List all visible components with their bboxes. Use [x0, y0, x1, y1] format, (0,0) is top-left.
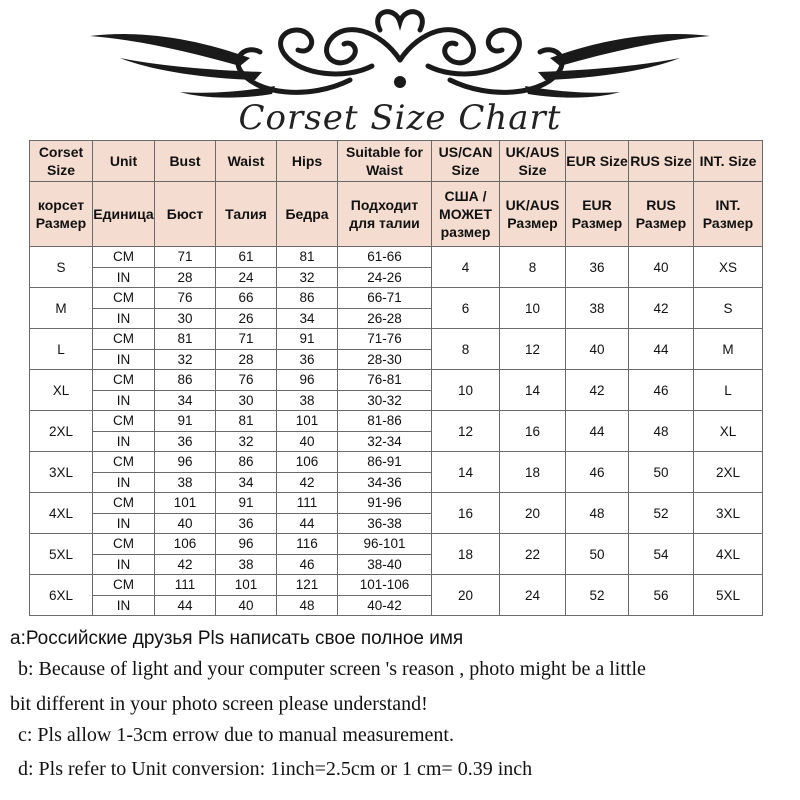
table-row	[30, 329, 763, 350]
measure-cell: 96-101	[338, 534, 432, 555]
measure-cell: 66	[216, 288, 277, 309]
int-size-cell: L	[694, 370, 763, 411]
unit-cell: CM	[93, 370, 155, 391]
size-chart-table	[29, 140, 763, 616]
eur-size-cell: 44	[566, 411, 629, 452]
measure-cell: 36-38	[338, 513, 432, 534]
measure-cell: 111	[277, 493, 338, 514]
measure-cell: 91	[216, 493, 277, 514]
note-b-continued: bit different in your photo screen please understand!	[10, 693, 428, 715]
us-size-cell: 8	[432, 329, 500, 370]
chart-title: Corset Size Chart	[238, 98, 562, 138]
table-row	[30, 288, 763, 309]
measure-cell: 34	[155, 390, 216, 411]
rus-size-cell: 48	[629, 411, 694, 452]
measure-cell: 96	[216, 534, 277, 555]
size-cell: 4XL	[30, 493, 93, 534]
measure-cell: 40	[277, 431, 338, 452]
measure-cell: 91-96	[338, 493, 432, 514]
measure-cell: 71	[155, 247, 216, 268]
measure-cell: 36	[155, 431, 216, 452]
measure-cell: 28	[216, 349, 277, 370]
measure-cell: 40	[216, 595, 277, 616]
measure-cell: 38-40	[338, 554, 432, 575]
table-row	[30, 534, 763, 555]
measure-cell: 61	[216, 247, 277, 268]
header-cell: EUR Size	[566, 141, 629, 182]
eur-size-cell: 42	[566, 370, 629, 411]
uk-size-cell: 10	[500, 288, 566, 329]
int-size-cell: 3XL	[694, 493, 763, 534]
measure-cell: 36	[277, 349, 338, 370]
header-cell: Bust	[155, 141, 216, 182]
header-cell: Suitable for Waist	[338, 141, 432, 182]
note-c: c: Pls allow 1-3cm errow due to manual measurement.	[18, 724, 454, 746]
measure-cell: 81-86	[338, 411, 432, 432]
measure-cell: 61-66	[338, 247, 432, 268]
note-b: b: Because of light and your computer screen 's reason , photo might be a little	[18, 658, 646, 680]
table-row	[30, 493, 763, 514]
measure-cell: 34	[277, 308, 338, 329]
us-size-cell: 14	[432, 452, 500, 493]
header-cell: корсет Размер	[30, 182, 93, 247]
header-cell: Unit	[93, 141, 155, 182]
int-size-cell: M	[694, 329, 763, 370]
measure-cell: 40	[155, 513, 216, 534]
unit-cell: CM	[93, 575, 155, 596]
size-cell: L	[30, 329, 93, 370]
unit-cell: CM	[93, 493, 155, 514]
measure-cell: 26-28	[338, 308, 432, 329]
header-cell: UK/AUS Size	[500, 141, 566, 182]
uk-size-cell: 8	[500, 247, 566, 288]
us-size-cell: 16	[432, 493, 500, 534]
header-cell: Hips	[277, 141, 338, 182]
measure-cell: 81	[277, 247, 338, 268]
measure-cell: 91	[277, 329, 338, 350]
uk-size-cell: 20	[500, 493, 566, 534]
size-cell: S	[30, 247, 93, 288]
rus-size-cell: 54	[629, 534, 694, 575]
unit-cell: IN	[93, 349, 155, 370]
measure-cell: 36	[216, 513, 277, 534]
measure-cell: 26	[216, 308, 277, 329]
eur-size-cell: 38	[566, 288, 629, 329]
rus-size-cell: 50	[629, 452, 694, 493]
measure-cell: 24-26	[338, 267, 432, 288]
unit-cell: IN	[93, 595, 155, 616]
measure-cell: 24	[216, 267, 277, 288]
size-cell: 2XL	[30, 411, 93, 452]
measure-cell: 101	[277, 411, 338, 432]
measure-cell: 106	[277, 452, 338, 473]
decorative-scroll-ornament-icon	[0, 0, 800, 112]
header-row-en	[30, 141, 763, 182]
measure-cell: 48	[277, 595, 338, 616]
unit-cell: CM	[93, 534, 155, 555]
uk-size-cell: 22	[500, 534, 566, 575]
measure-cell: 32	[155, 349, 216, 370]
us-size-cell: 12	[432, 411, 500, 452]
us-size-cell: 4	[432, 247, 500, 288]
measure-cell: 40-42	[338, 595, 432, 616]
table-row	[30, 452, 763, 473]
us-size-cell: 20	[432, 575, 500, 616]
rus-size-cell: 40	[629, 247, 694, 288]
measure-cell: 91	[155, 411, 216, 432]
measure-cell: 76-81	[338, 370, 432, 391]
measure-cell: 71-76	[338, 329, 432, 350]
table-row	[30, 370, 763, 391]
table-row	[30, 411, 763, 432]
measure-cell: 121	[277, 575, 338, 596]
header-cell: INT. Size	[694, 141, 763, 182]
note-a: a:Российские друзья Pls написать свое полное имя	[10, 628, 464, 649]
unit-cell: CM	[93, 247, 155, 268]
header-cell: Бедра	[277, 182, 338, 247]
measure-cell: 42	[155, 554, 216, 575]
unit-cell: IN	[93, 513, 155, 534]
measure-cell: 38	[216, 554, 277, 575]
eur-size-cell: 52	[566, 575, 629, 616]
size-cell: 5XL	[30, 534, 93, 575]
measure-cell: 76	[216, 370, 277, 391]
rus-size-cell: 52	[629, 493, 694, 534]
size-cell: XL	[30, 370, 93, 411]
unit-cell: IN	[93, 267, 155, 288]
table-row	[30, 575, 763, 596]
measure-cell: 32	[216, 431, 277, 452]
measure-cell: 44	[277, 513, 338, 534]
uk-size-cell: 12	[500, 329, 566, 370]
measure-cell: 30-32	[338, 390, 432, 411]
unit-cell: CM	[93, 288, 155, 309]
int-size-cell: 4XL	[694, 534, 763, 575]
measure-cell: 101	[155, 493, 216, 514]
unit-cell: CM	[93, 452, 155, 473]
measure-cell: 28	[155, 267, 216, 288]
measure-cell: 30	[216, 390, 277, 411]
measure-cell: 32-34	[338, 431, 432, 452]
us-size-cell: 6	[432, 288, 500, 329]
eur-size-cell: 50	[566, 534, 629, 575]
unit-cell: IN	[93, 472, 155, 493]
measure-cell: 34	[216, 472, 277, 493]
header-cell: RUS Size	[629, 141, 694, 182]
measure-cell: 96	[277, 370, 338, 391]
eur-size-cell: 46	[566, 452, 629, 493]
int-size-cell: 5XL	[694, 575, 763, 616]
measure-cell: 30	[155, 308, 216, 329]
eur-size-cell: 36	[566, 247, 629, 288]
unit-cell: IN	[93, 308, 155, 329]
measure-cell: 101-106	[338, 575, 432, 596]
eur-size-cell: 40	[566, 329, 629, 370]
measure-cell: 46	[277, 554, 338, 575]
int-size-cell: XL	[694, 411, 763, 452]
uk-size-cell: 16	[500, 411, 566, 452]
measure-cell: 44	[155, 595, 216, 616]
header-row-ru	[30, 182, 763, 247]
unit-cell: IN	[93, 431, 155, 452]
measure-cell: 38	[155, 472, 216, 493]
unit-cell: IN	[93, 390, 155, 411]
unit-cell: CM	[93, 329, 155, 350]
note-d: d: Pls refer to Unit conversion: 1inch=2.5cm or 1 cm= 0.39 inch	[18, 758, 533, 780]
measure-cell: 116	[277, 534, 338, 555]
header-cell: США / МОЖЕТ размер	[432, 182, 500, 247]
rus-size-cell: 44	[629, 329, 694, 370]
measure-cell: 111	[155, 575, 216, 596]
measure-cell: 66-71	[338, 288, 432, 309]
us-size-cell: 10	[432, 370, 500, 411]
header-cell: EUR Размер	[566, 182, 629, 247]
header-cell: Corset Size	[30, 141, 93, 182]
header-cell: RUS Размер	[629, 182, 694, 247]
header-cell: UK/AUS Размер	[500, 182, 566, 247]
measure-cell: 86	[155, 370, 216, 391]
measure-cell: 81	[216, 411, 277, 432]
measure-cell: 86-91	[338, 452, 432, 473]
header-cell: Бюст	[155, 182, 216, 247]
measure-cell: 34-36	[338, 472, 432, 493]
measure-cell: 28-30	[338, 349, 432, 370]
measure-cell: 32	[277, 267, 338, 288]
size-cell: 6XL	[30, 575, 93, 616]
header-cell: Талия	[216, 182, 277, 247]
rus-size-cell: 46	[629, 370, 694, 411]
measure-cell: 42	[277, 472, 338, 493]
int-size-cell: XS	[694, 247, 763, 288]
measure-cell: 106	[155, 534, 216, 555]
us-size-cell: 18	[432, 534, 500, 575]
measure-cell: 96	[155, 452, 216, 473]
measure-cell: 38	[277, 390, 338, 411]
header-cell: INT. Размер	[694, 182, 763, 247]
measure-cell: 101	[216, 575, 277, 596]
measure-cell: 71	[216, 329, 277, 350]
eur-size-cell: 48	[566, 493, 629, 534]
size-cell: 3XL	[30, 452, 93, 493]
int-size-cell: 2XL	[694, 452, 763, 493]
size-cell: M	[30, 288, 93, 329]
measure-cell: 76	[155, 288, 216, 309]
header-cell: US/CAN Size	[432, 141, 500, 182]
header-cell: Waist	[216, 141, 277, 182]
int-size-cell: S	[694, 288, 763, 329]
table-row	[30, 247, 763, 268]
uk-size-cell: 18	[500, 452, 566, 493]
rus-size-cell: 56	[629, 575, 694, 616]
unit-cell: CM	[93, 411, 155, 432]
measure-cell: 81	[155, 329, 216, 350]
header-cell: Единица	[93, 182, 155, 247]
measure-cell: 86	[216, 452, 277, 473]
rus-size-cell: 42	[629, 288, 694, 329]
measure-cell: 86	[277, 288, 338, 309]
unit-cell: IN	[93, 554, 155, 575]
uk-size-cell: 24	[500, 575, 566, 616]
uk-size-cell: 14	[500, 370, 566, 411]
header-cell: Подходит для талии	[338, 182, 432, 247]
